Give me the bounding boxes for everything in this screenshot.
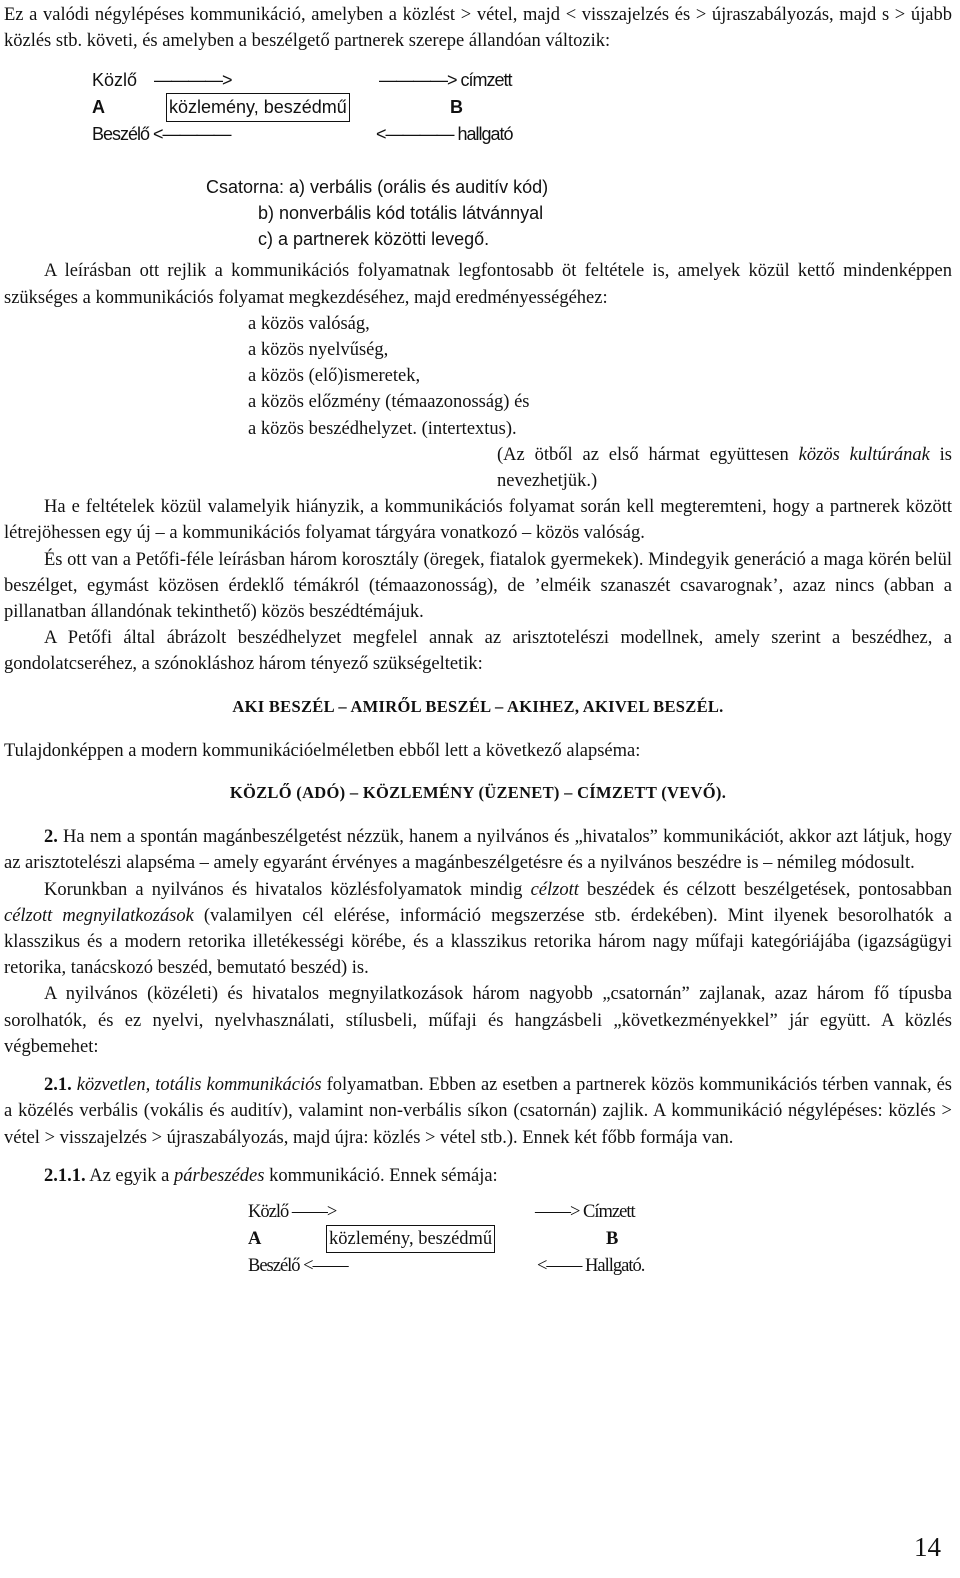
list-item: a közös valóság, bbox=[248, 313, 370, 334]
diagram2-receiver: ——> Címzett bbox=[535, 1201, 635, 1222]
document-page bbox=[4, 2, 952, 1283]
diagram1-message-box: közlemény, beszédmű bbox=[166, 93, 350, 121]
diagram1-label-b: B bbox=[450, 97, 463, 118]
paragraph-modern-schema: Tulajdonképpen a modern kommunikációelméletben ebből lett a következő alapséma: bbox=[4, 740, 641, 761]
diagram2-listener: <—— Hallgató. bbox=[537, 1255, 645, 1276]
paragraph-section-2: 2. Ha nem a spontán magánbeszélgetést nézzük, hanem a nyilvános és „hivatalos” kommunikációt, akkor azt látjuk, hogy az arisztotelészi alapséma – amely egyaránt érvényes a magánbeszélgetésre és a nyilvános beszédre is – némileg módosult. bbox=[4, 827, 952, 874]
paragraph-petofi-generations: És ott van a Petőfi-féle leírásban három korosztály (öregek, fiatalok gyermekek). Mindegyik generáció a maga körén belül beszélget, egymást közösen érdeklő témákról (témaazonosság), de ’elméik szanaszét csavarognak’, azaz nincs (abban a pillanatban állandónak tekinthető) közös beszédtémájuk. bbox=[4, 549, 952, 623]
aristotle-schema: AKI BESZÉL – AMIRŐL BESZÉL – AKIHEZ, AKIVEL BESZÉL. bbox=[232, 696, 724, 716]
list-item: a közös (elő)ismeretek, bbox=[248, 366, 421, 387]
diagram1-receiver: ————> címzett bbox=[379, 70, 512, 91]
diagram1-listener: <———— hallgató bbox=[376, 124, 513, 145]
paragraph-section-2-1: 2.1. közvetlen, totális kommunikációs folyamatban. Ebben az esetben a partnerek közös kommunikációs térben vannak, és a közélés verbális (vokális és auditív), valamint non-verbális síkon (csatornán) zajlik. A kommunikáció négylépéses: közlés > vétel > visszajelzés > újraszabályozás, majd újra: közlés > vétel stb.). Ennek két főbb formája van. bbox=[4, 1075, 953, 1148]
conditions-note: (Az ötből az első hármat együttesen közös kultúrának is nevezhetjük.) bbox=[497, 444, 953, 492]
modern-schema: KÖZLŐ (ADÓ) – KÖZLEMÉNY (ÜZENET) – CÍMZETT (VEVŐ). bbox=[229, 783, 727, 803]
diagram2-message-box: közlemény, beszédmű bbox=[326, 1225, 495, 1253]
diagram2-label-a: A bbox=[248, 1228, 262, 1249]
paragraph-missing-conditions: Ha e feltételek közül valamelyik hiányzik, a kommunikációs folyamat során kell megteremteni, hogy a partnerek között létrejöhessen egy új – a kommunikációs folyamat tárgyára vonatkozó – közös valóság. bbox=[4, 497, 952, 544]
communication-diagram-1 bbox=[4, 54, 952, 250]
diagram2-label-b: B bbox=[606, 1228, 619, 1249]
list-item: a közös nyelvűség, bbox=[248, 340, 389, 361]
paragraph-section-2-1-1: 2.1.1. Az egyik a párbeszédes kommunikáció. Ennek sémája: bbox=[44, 1165, 498, 1186]
conditions-list bbox=[248, 311, 952, 442]
diagram2-speaker: Beszélő <—— bbox=[248, 1255, 348, 1276]
paragraph-aristotle-model: A Petőfi által ábrázolt beszédhelyzet megfelel annak az arisztotelészi modellnek, amely szerint a beszédhez, a gondolatcseréhez, a szónokláshoz három tényező szükségeltetik: bbox=[4, 628, 952, 675]
diagram1-label-a: A bbox=[92, 97, 105, 118]
diagram1-channel-a: Csatorna: a) verbális (orális és auditív kód) bbox=[206, 177, 549, 198]
intro-paragraph: Ez a valódi négylépéses kommunikáció, amelyben a közlést > vétel, majd < visszajelzés és > újraszabályozás, majd s > újabb közlés stb. követi, és amelyben a beszélgető partnerek szerepe állandóan változik: bbox=[4, 5, 952, 52]
diagram1-channel-c: c) a partnerek közötti levegő. bbox=[258, 229, 490, 250]
communication-diagram-2 bbox=[4, 1193, 952, 1283]
paragraph-targeted-speech: Korunkban a nyilvános és hivatalos közlésfolyamatok mindig célzott beszédek és célzott beszélgetések, pontosabban célzott megnyilatkozások (valamilyen cél elérése, információ megszerzése stb. érdekében). Mint ilyenek besorolhatók a klasszikus és a modern retorika illetékességi körébe, és a klasszikus retorika három nagy műfaji kategóriájába (igazságügyi retorika, tanácskozó beszéd, bemutató beszéd) is. bbox=[4, 879, 952, 979]
list-item: a közös előzmény (témaazonosság) és bbox=[248, 392, 530, 413]
page-number: 14 bbox=[914, 1532, 941, 1562]
diagram1-channel-b: b) nonverbális kód totális látvánnyal bbox=[258, 203, 544, 224]
diagram2-sender: Közlő ——> bbox=[248, 1201, 337, 1222]
diagram1-speaker: Beszélő <———— bbox=[92, 124, 231, 145]
diagram1-arrow-right: ————> bbox=[154, 70, 232, 91]
diagram1-sender: Közlő bbox=[92, 70, 138, 91]
list-item: a közös beszédhelyzet. (intertextus). bbox=[248, 418, 517, 439]
conditions-paragraph: A leírásban ott rejlik a kommunikációs folyamatnak legfontosabb öt feltétele is, amelyek közül kettő mindenképpen szükséges a kommunikációs folyamat megkezdéséhez, majd eredményességéhez: bbox=[4, 261, 952, 308]
paragraph-channels: A nyilvános (közéleti) és hivatalos megnyilatkozások három nagyobb „csatornán” zajlanak, azaz három fő típusba sorolhatók, és ez nyelvi, nyelvhasználati, stílusbeli, műfaji és hangzásbeli „következményekkel” jár együtt. A közlés végbemehet: bbox=[4, 984, 952, 1057]
